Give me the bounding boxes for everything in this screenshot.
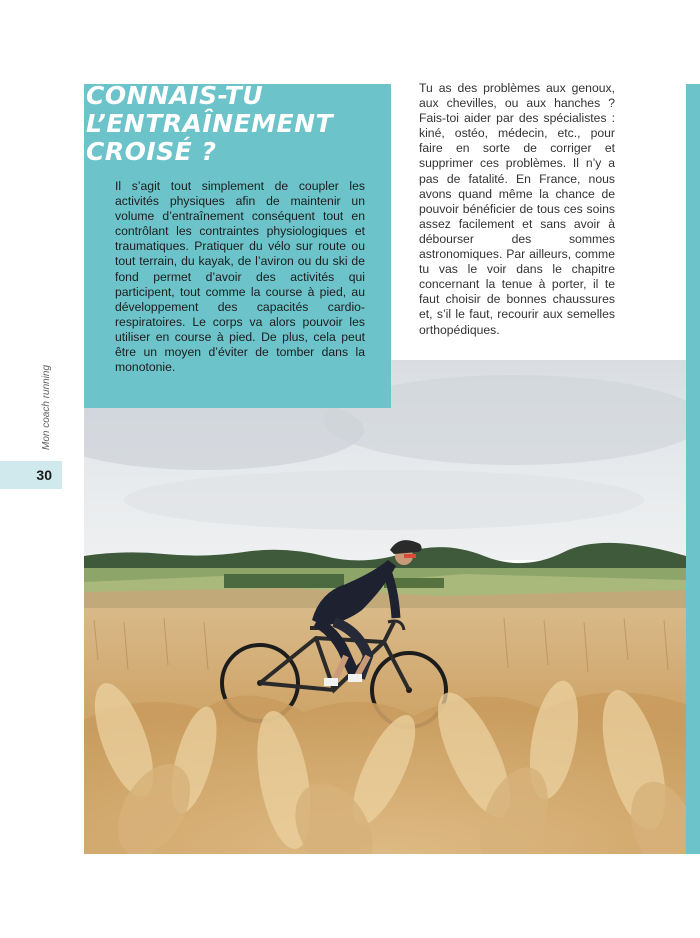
title-line-3: CROISÉ ? (86, 137, 217, 166)
cyclist-photo (84, 360, 686, 854)
page-number: 30 (36, 467, 52, 483)
intro-paragraph: Il s’agit tout simplement de coupler les activités physiques afin de maintenir un volume d’entraînement conséquent tout en contrôlant les contraintes physiologiques et traumatiques. Pratiquer du vélo sur route ou tout terrain, du kayak, de l’aviron ou du ski de fond permet d’avoir des activités qui participent, tout comme la course à pied, au développement des capacités cardio-respiratoires. Le corps va alors pouvoir les utiliser en course à pied. De plus, cela peut être un moyen d’éviter de tomber dans la monotonie. (115, 179, 365, 375)
page-number-tab (0, 461, 62, 489)
accent-bar (686, 84, 700, 854)
title-line-1: CONNAIS-TU (86, 81, 264, 110)
running-header: Mon coach running (41, 364, 52, 450)
title-line-2: L’ENTRAÎNEMENT (86, 109, 334, 138)
body-paragraph: Tu as des problèmes aux genoux, aux chevilles, ou aux hanches ? Fais-toi aider par des spécialistes : kiné, ostéo, médecin, etc., pour faire en sorte de corriger et supprimer ces problèmes. Il n’y a pas de fatalité. En France, nous avons quand même la chance de pouvoir bénéficier de tous ces soins assez facilement et sans avoir à débourser des sommes astronomiques. Par ailleurs, comme tu vas le voir dans le chapitre concernant la tenue à porter, il te faut choisir de bonnes chaussures et, s’il le faut, recourir aux semelles orthopédiques. (419, 81, 615, 337)
article-title (86, 82, 386, 166)
